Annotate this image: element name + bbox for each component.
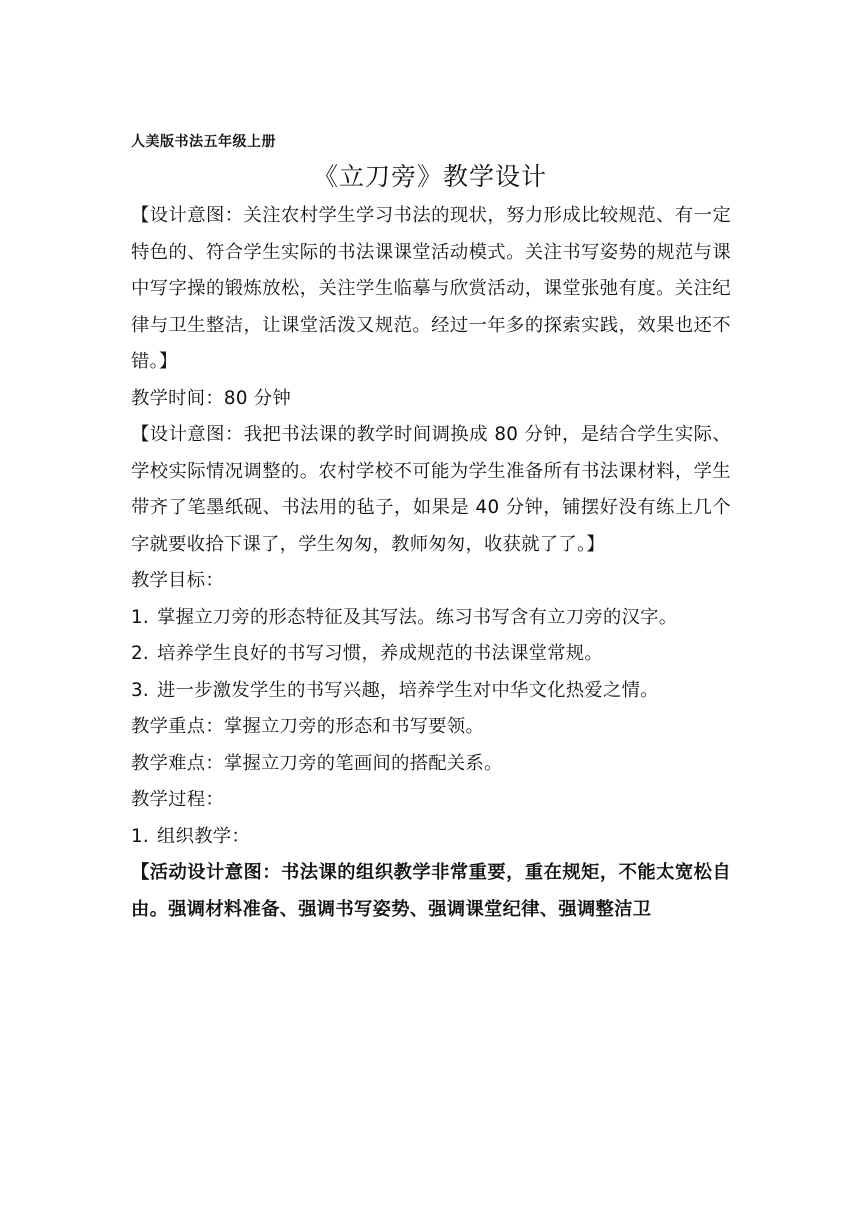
difficulty: 教学难点：掌握立刀旁的笔画间的搭配关系。 (131, 752, 503, 774)
objective-item-3 (131, 673, 731, 710)
process-step-1 (131, 819, 731, 856)
objective-text: 培养学生良好的书写习惯，养成规范的书法课堂常规。 (157, 643, 603, 664)
objective-item-2 (131, 636, 731, 673)
objective-number: 2. (131, 643, 150, 664)
page-title: 《立刀旁》教学设计 (312, 162, 547, 191)
design-intent-paragraph-2: 【设计意图：我把书法课的教学时间调换成 80 分钟，是结合学生实际、学校实际情况调整的。农村学校不可能为学生准备所有书法课材料，学生带齐了笔墨纸砚、书法用的毡子，如果是 40 分钟，铺摆好没有练上几个字就要收拾下课了，学生匆匆，教师匆匆，收获就了了。】 (131, 424, 731, 555)
document-body (131, 198, 731, 928)
textbook-subtitle: 人美版书法五年级上册 (131, 134, 276, 150)
objective-number: 1. (131, 606, 150, 628)
objective-number: 3. (131, 679, 150, 701)
step-text: 组织教学： (157, 825, 250, 847)
objectives-heading: 教学目标： (131, 570, 224, 591)
objective-item-1 (131, 600, 731, 637)
teaching-time: 教学时间：80 分钟 (131, 387, 292, 409)
design-intent-paragraph-1: 【设计意图：关注农村学生学习书法的现状，努力形成比较规范、有一定特色的、符合学生实际的书法课课堂活动模式。关注书写姿势的规范与课中写字操的锻炼放松，关注学生临摹与欣赏活动，课堂张弛有度。关注纪律与卫生整洁，让课堂活泼又规范。经过一年多的探索实践，效果也还不错。】 (131, 205, 731, 372)
activity-intent-paragraph: 【活动设计意图：书法课的组织教学非常重要，重在规矩，不能太宽松自由。强调材料准备、强调书写姿势、强调课堂纪律、强调整洁卫 (131, 862, 731, 920)
key-point: 教学重点：掌握立刀旁的形态和书写要领。 (131, 716, 485, 737)
process-heading: 教学过程： (131, 789, 224, 810)
objective-text: 掌握立刀旁的形态特征及其写法。练习书写含有立刀旁的汉字。 (157, 606, 678, 628)
objective-text: 进一步激发学生的书写兴趣，培养学生对中华文化热爱之情。 (157, 679, 659, 701)
step-number: 1. (131, 825, 150, 847)
